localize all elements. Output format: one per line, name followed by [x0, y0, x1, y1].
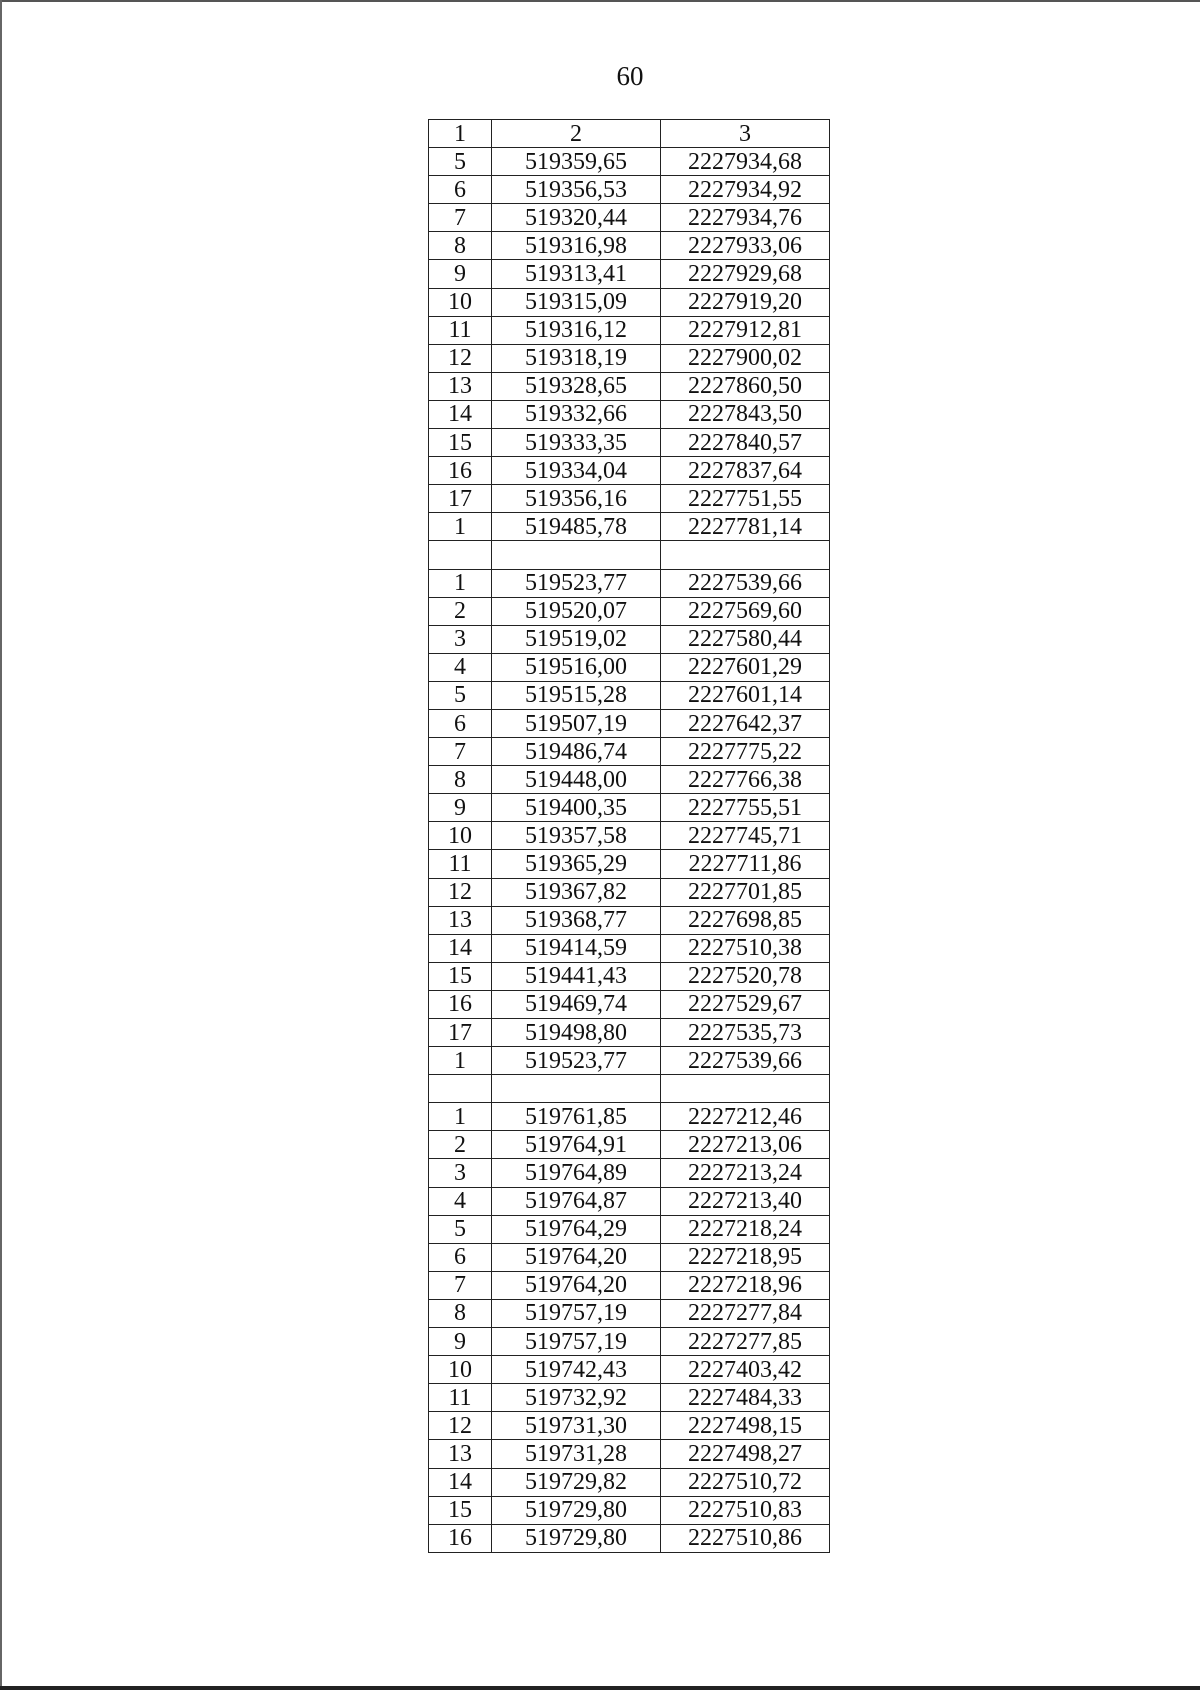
table-row [429, 1412, 830, 1440]
table-row [429, 1187, 830, 1215]
x-coordinate-cell: 519368,77 [492, 906, 661, 934]
x-coordinate-cell: 519761,85 [492, 1103, 661, 1131]
page-number: 60 [616, 61, 644, 91]
point-number-cell: 15 [429, 1496, 492, 1524]
y-coordinate-cell: 2227755,51 [661, 794, 830, 822]
x-coordinate-cell: 519441,43 [492, 962, 661, 990]
x-coordinate-cell [492, 1075, 661, 1103]
coordinates-table [428, 119, 830, 1553]
point-number-cell: 5 [429, 681, 492, 709]
point-number-cell: 1 [429, 569, 492, 597]
x-coordinate-cell: 519516,00 [492, 653, 661, 681]
table-row [429, 738, 830, 766]
point-number-cell: 6 [429, 176, 492, 204]
point-number-cell: 1 [429, 1103, 492, 1131]
y-coordinate-cell: 2227933,06 [661, 232, 830, 260]
y-coordinate-cell: 2227403,42 [661, 1356, 830, 1384]
x-coordinate-cell: 519485,78 [492, 513, 661, 541]
y-coordinate-cell: 2227218,95 [661, 1243, 830, 1271]
y-coordinate-cell: 2227601,29 [661, 653, 830, 681]
x-coordinate-cell: 519519,02 [492, 625, 661, 653]
point-number-cell: 11 [429, 316, 492, 344]
table-row [429, 260, 830, 288]
y-coordinate-cell: 2227484,33 [661, 1384, 830, 1412]
x-coordinate-cell: 519515,28 [492, 681, 661, 709]
x-coordinate-cell: 519315,09 [492, 288, 661, 316]
table-row [429, 906, 830, 934]
x-coordinate-cell: 519448,00 [492, 766, 661, 794]
table-row [429, 1131, 830, 1159]
x-coordinate-cell: 519356,53 [492, 176, 661, 204]
point-number-cell: 11 [429, 850, 492, 878]
x-coordinate-cell: 519486,74 [492, 738, 661, 766]
point-number-cell: 7 [429, 738, 492, 766]
scan-edge-left [0, 0, 2, 1690]
point-number-cell: 9 [429, 1328, 492, 1356]
point-number-cell: 15 [429, 429, 492, 457]
point-number-cell: 14 [429, 1468, 492, 1496]
point-number-cell: 2 [429, 1131, 492, 1159]
table-row [429, 485, 830, 513]
point-number-cell: 5 [429, 148, 492, 176]
table-row [429, 1496, 830, 1524]
point-number-cell: 3 [429, 1159, 492, 1187]
point-number-cell: 7 [429, 1271, 492, 1299]
x-coordinate-cell: 519328,65 [492, 372, 661, 400]
table-row [429, 1215, 830, 1243]
x-coordinate-cell: 519764,87 [492, 1187, 661, 1215]
y-coordinate-cell: 2227860,50 [661, 372, 830, 400]
y-coordinate-cell: 2227218,96 [661, 1271, 830, 1299]
x-coordinate-cell: 519731,30 [492, 1412, 661, 1440]
x-coordinate-cell: 519764,20 [492, 1243, 661, 1271]
y-coordinate-cell: 2227934,92 [661, 176, 830, 204]
table-row [429, 1103, 830, 1131]
point-number-cell: 8 [429, 766, 492, 794]
point-number-cell: 11 [429, 1384, 492, 1412]
x-coordinate-cell: 519764,89 [492, 1159, 661, 1187]
y-coordinate-cell: 2227843,50 [661, 400, 830, 428]
point-number-cell: 12 [429, 1412, 492, 1440]
y-coordinate-cell: 2227539,66 [661, 1047, 830, 1075]
table-row [429, 1047, 830, 1075]
y-coordinate-cell: 2227212,46 [661, 1103, 830, 1131]
point-number-cell: 8 [429, 232, 492, 260]
x-coordinate-cell: 519414,59 [492, 934, 661, 962]
header-cell-point: 1 [429, 120, 492, 148]
point-number-cell: 15 [429, 962, 492, 990]
table-row [429, 794, 830, 822]
x-coordinate-cell: 519498,80 [492, 1019, 661, 1047]
point-number-cell [429, 1075, 492, 1103]
y-coordinate-cell: 2227218,24 [661, 1215, 830, 1243]
point-number-cell: 6 [429, 709, 492, 737]
x-coordinate-cell: 519764,91 [492, 1131, 661, 1159]
x-coordinate-cell: 519334,04 [492, 457, 661, 485]
point-number-cell [429, 541, 492, 569]
point-number-cell: 10 [429, 1356, 492, 1384]
x-coordinate-cell: 519316,98 [492, 232, 661, 260]
point-number-cell: 7 [429, 204, 492, 232]
y-coordinate-cell: 2227766,38 [661, 766, 830, 794]
x-coordinate-cell: 519757,19 [492, 1328, 661, 1356]
x-coordinate-cell: 519365,29 [492, 850, 661, 878]
table-row [429, 204, 830, 232]
scan-edge-top [0, 0, 1200, 2]
y-coordinate-cell: 2227745,71 [661, 822, 830, 850]
x-coordinate-cell: 519729,82 [492, 1468, 661, 1496]
table-row [429, 232, 830, 260]
y-coordinate-cell: 2227539,66 [661, 569, 830, 597]
table-row [429, 766, 830, 794]
table-row [429, 1299, 830, 1327]
table-row [429, 1328, 830, 1356]
point-number-cell: 2 [429, 597, 492, 625]
table-row [429, 429, 830, 457]
y-coordinate-cell: 2227277,85 [661, 1328, 830, 1356]
table-row [429, 541, 830, 569]
x-coordinate-cell: 519523,77 [492, 569, 661, 597]
x-coordinate-cell: 519764,29 [492, 1215, 661, 1243]
table-row [429, 148, 830, 176]
x-coordinate-cell: 519320,44 [492, 204, 661, 232]
x-coordinate-cell: 519520,07 [492, 597, 661, 625]
table-row [429, 597, 830, 625]
point-number-cell: 5 [429, 1215, 492, 1243]
point-number-cell: 14 [429, 400, 492, 428]
x-coordinate-cell: 519332,66 [492, 400, 661, 428]
y-coordinate-cell: 2227775,22 [661, 738, 830, 766]
table-row [429, 176, 830, 204]
point-number-cell: 14 [429, 934, 492, 962]
x-coordinate-cell: 519757,19 [492, 1299, 661, 1327]
table-row [429, 1356, 830, 1384]
y-coordinate-cell: 2227781,14 [661, 513, 830, 541]
x-coordinate-cell: 519742,43 [492, 1356, 661, 1384]
table-row [429, 344, 830, 372]
table-header-row [429, 120, 830, 148]
point-number-cell: 4 [429, 1187, 492, 1215]
y-coordinate-cell: 2227934,68 [661, 148, 830, 176]
table-row [429, 625, 830, 653]
x-coordinate-cell: 519731,28 [492, 1440, 661, 1468]
y-coordinate-cell: 2227934,76 [661, 204, 830, 232]
table-row [429, 1468, 830, 1496]
table-row [429, 878, 830, 906]
y-coordinate-cell: 2227919,20 [661, 288, 830, 316]
x-coordinate-cell: 519469,74 [492, 990, 661, 1018]
x-coordinate-cell: 519764,20 [492, 1271, 661, 1299]
y-coordinate-cell: 2227711,86 [661, 850, 830, 878]
x-coordinate-cell: 519357,58 [492, 822, 661, 850]
table-row [429, 1271, 830, 1299]
y-coordinate-cell: 2227498,15 [661, 1412, 830, 1440]
y-coordinate-cell: 2227529,67 [661, 990, 830, 1018]
point-number-cell: 9 [429, 260, 492, 288]
x-coordinate-cell [492, 541, 661, 569]
table-row [429, 1159, 830, 1187]
point-number-cell: 17 [429, 485, 492, 513]
x-coordinate-cell: 519318,19 [492, 344, 661, 372]
y-coordinate-cell: 2227520,78 [661, 962, 830, 990]
y-coordinate-cell: 2227929,68 [661, 260, 830, 288]
y-coordinate-cell: 2227912,81 [661, 316, 830, 344]
table-row [429, 1524, 830, 1552]
point-number-cell: 16 [429, 990, 492, 1018]
point-number-cell: 3 [429, 625, 492, 653]
y-coordinate-cell: 2227580,44 [661, 625, 830, 653]
y-coordinate-cell: 2227213,06 [661, 1131, 830, 1159]
y-coordinate-cell: 2227751,55 [661, 485, 830, 513]
y-coordinate-cell: 2227900,02 [661, 344, 830, 372]
table-row [429, 709, 830, 737]
y-coordinate-cell: 2227701,85 [661, 878, 830, 906]
point-number-cell: 4 [429, 653, 492, 681]
y-coordinate-cell: 2227213,24 [661, 1159, 830, 1187]
table-row [429, 372, 830, 400]
table-row [429, 934, 830, 962]
x-coordinate-cell: 519359,65 [492, 148, 661, 176]
point-number-cell: 12 [429, 344, 492, 372]
y-coordinate-cell: 2227569,60 [661, 597, 830, 625]
point-number-cell: 12 [429, 878, 492, 906]
x-coordinate-cell: 519313,41 [492, 260, 661, 288]
point-number-cell: 13 [429, 906, 492, 934]
x-coordinate-cell: 519400,35 [492, 794, 661, 822]
point-number-cell: 8 [429, 1299, 492, 1327]
point-number-cell: 13 [429, 1440, 492, 1468]
point-number-cell: 1 [429, 513, 492, 541]
x-coordinate-cell: 519729,80 [492, 1524, 661, 1552]
table-row [429, 990, 830, 1018]
table-row [429, 457, 830, 485]
table-row [429, 681, 830, 709]
point-number-cell: 1 [429, 1047, 492, 1075]
y-coordinate-cell: 2227510,38 [661, 934, 830, 962]
point-number-cell: 16 [429, 457, 492, 485]
x-coordinate-cell: 519316,12 [492, 316, 661, 344]
y-coordinate-cell: 2227510,86 [661, 1524, 830, 1552]
x-coordinate-cell: 519507,19 [492, 709, 661, 737]
point-number-cell: 16 [429, 1524, 492, 1552]
y-coordinate-cell [661, 541, 830, 569]
table-row [429, 288, 830, 316]
x-coordinate-cell: 519729,80 [492, 1496, 661, 1524]
table-body [429, 148, 830, 1553]
y-coordinate-cell: 2227698,85 [661, 906, 830, 934]
table-row [429, 653, 830, 681]
scan-edge-bottom [0, 1686, 1200, 1690]
y-coordinate-cell: 2227277,84 [661, 1299, 830, 1327]
y-coordinate-cell: 2227510,83 [661, 1496, 830, 1524]
table-row [429, 822, 830, 850]
x-coordinate-cell: 519333,35 [492, 429, 661, 457]
y-coordinate-cell: 2227601,14 [661, 681, 830, 709]
x-coordinate-cell: 519523,77 [492, 1047, 661, 1075]
y-coordinate-cell: 2227498,27 [661, 1440, 830, 1468]
table-row [429, 1243, 830, 1271]
y-coordinate-cell: 2227837,64 [661, 457, 830, 485]
table-row [429, 1384, 830, 1412]
table-row [429, 513, 830, 541]
y-coordinate-cell: 2227510,72 [661, 1468, 830, 1496]
x-coordinate-cell: 519732,92 [492, 1384, 661, 1412]
y-coordinate-cell [661, 1075, 830, 1103]
point-number-cell: 13 [429, 372, 492, 400]
x-coordinate-cell: 519356,16 [492, 485, 661, 513]
table-row [429, 1075, 830, 1103]
table-row [429, 962, 830, 990]
point-number-cell: 6 [429, 1243, 492, 1271]
table-row [429, 850, 830, 878]
x-coordinate-cell: 519367,82 [492, 878, 661, 906]
point-number-cell: 17 [429, 1019, 492, 1047]
y-coordinate-cell: 2227535,73 [661, 1019, 830, 1047]
point-number-cell: 10 [429, 288, 492, 316]
point-number-cell: 9 [429, 794, 492, 822]
y-coordinate-cell: 2227642,37 [661, 709, 830, 737]
table-row [429, 569, 830, 597]
y-coordinate-cell: 2227213,40 [661, 1187, 830, 1215]
table-row [429, 1440, 830, 1468]
y-coordinate-cell: 2227840,57 [661, 429, 830, 457]
point-number-cell: 10 [429, 822, 492, 850]
header-cell-y: 3 [661, 120, 830, 148]
table-row [429, 316, 830, 344]
table-row [429, 400, 830, 428]
header-cell-x: 2 [492, 120, 661, 148]
table-row [429, 1019, 830, 1047]
